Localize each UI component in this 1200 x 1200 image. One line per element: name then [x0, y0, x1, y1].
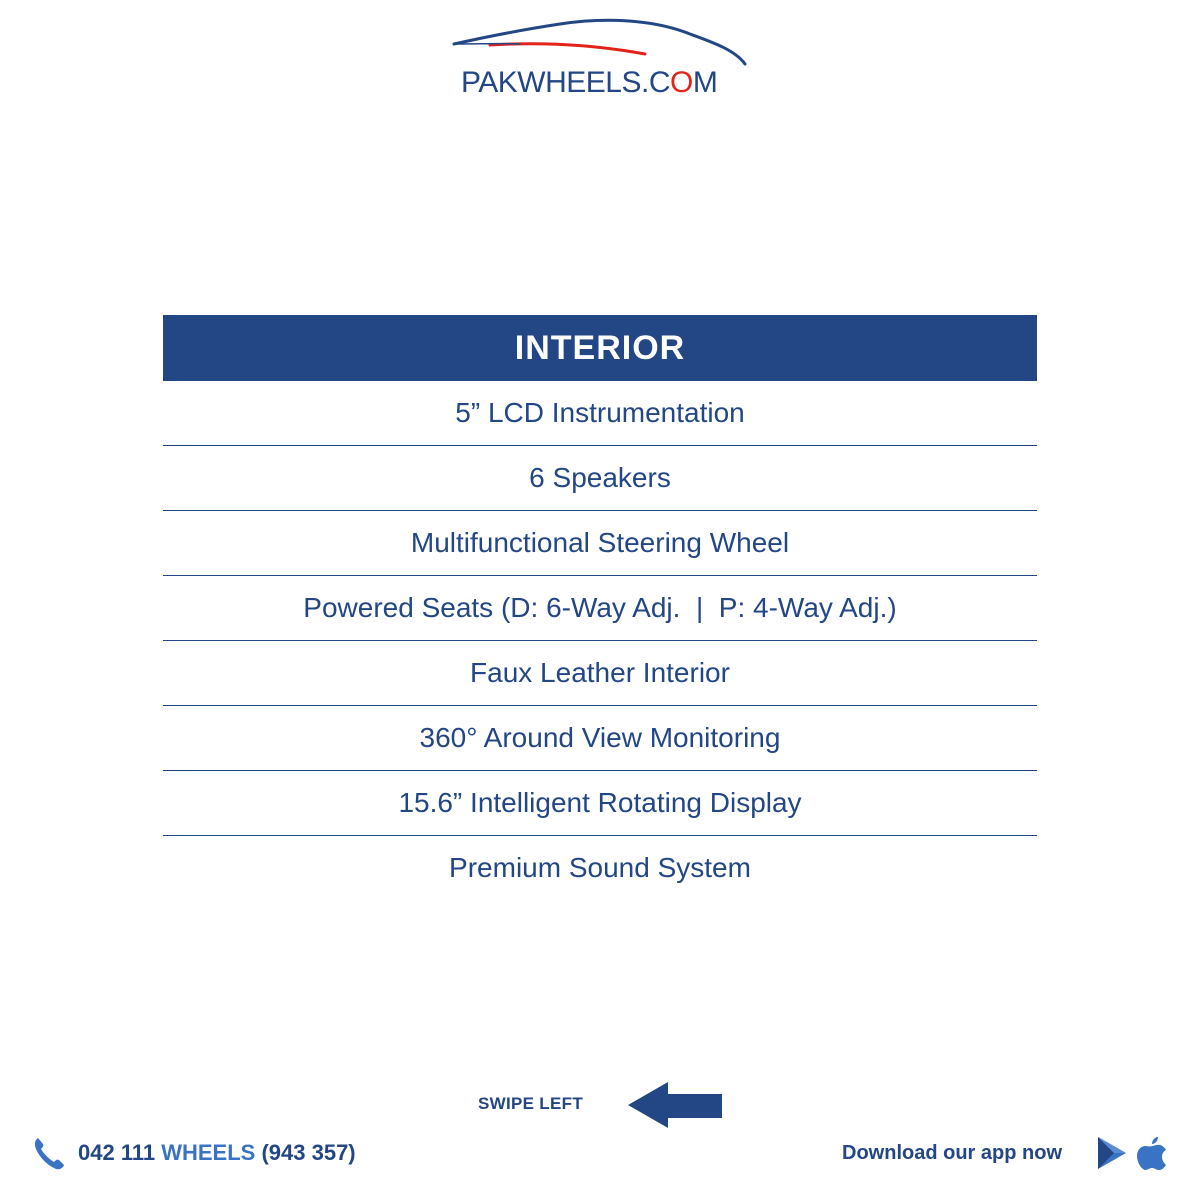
arrow-left-icon — [628, 1080, 724, 1130]
app-download-label: Download our app now — [842, 1141, 1062, 1164]
apple-icon[interactable] — [1136, 1135, 1168, 1171]
table-row: 360° Around View Monitoring — [163, 706, 1037, 771]
phone-number: 042 111 WHEELS (943 357) — [78, 1140, 356, 1165]
table-row: Powered Seats (D: 6-Way Adj. | P: 4-Way Adj.) — [163, 576, 1037, 641]
table-header: INTERIOR — [163, 315, 1037, 381]
table-row: Faux Leather Interior — [163, 641, 1037, 706]
swipe-label: SWIPE LEFT — [478, 1094, 583, 1113]
phone-contact[interactable] — [32, 1134, 356, 1172]
car-swoosh-icon — [450, 14, 750, 74]
google-play-icon[interactable] — [1096, 1135, 1128, 1171]
swipe-hint — [478, 1080, 738, 1130]
table-row: 15.6” Intelligent Rotating Display — [163, 771, 1037, 836]
table-row: Premium Sound System — [449, 852, 751, 883]
interior-features-table — [163, 315, 1037, 900]
table-row: 6 Speakers — [163, 446, 1037, 511]
app-download — [842, 1134, 1168, 1172]
phone-icon — [32, 1135, 66, 1171]
logo-wordmark: PAKWHEELS.COM — [461, 66, 718, 99]
pakwheels-logo — [450, 14, 750, 99]
table-row: 5” LCD Instrumentation — [163, 381, 1037, 446]
table-row: Multifunctional Steering Wheel — [163, 511, 1037, 576]
